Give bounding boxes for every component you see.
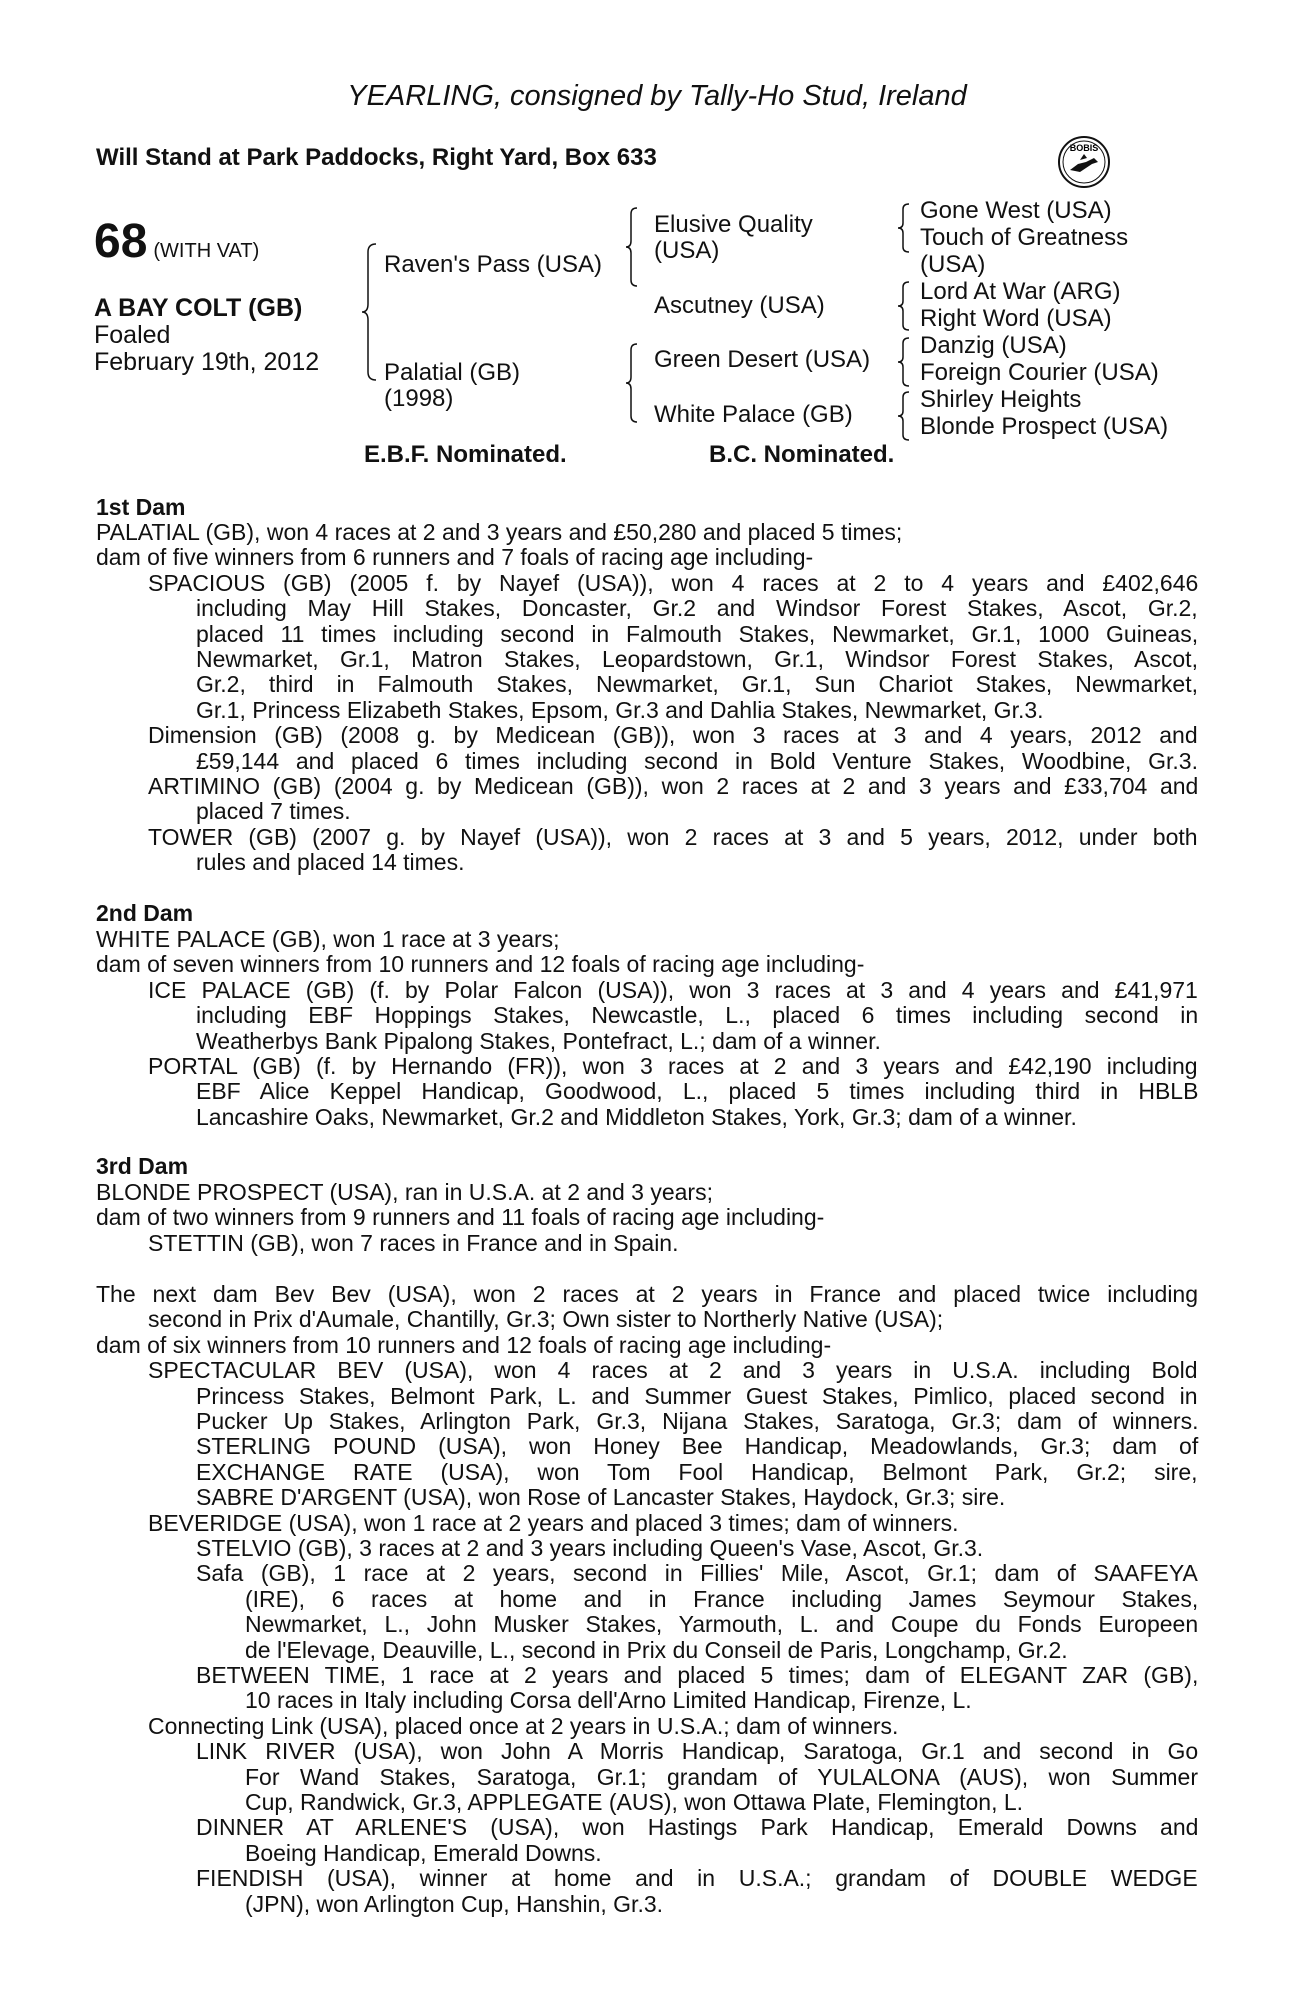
first-dam-line: Newmarket, Gr.1, Matron Stakes, Leopardstown, Gr.1, Windsor Forest Stakes, Ascot,	[196, 646, 1198, 672]
pedigree-gen3-2: Touch of Greatness	[920, 224, 1129, 251]
first-dam-line: TOWER (GB) (2007 g. by Nayef (USA)), won 2 races at 3 and 5 years, 2012, under both	[148, 823, 1198, 850]
bobis-logo-icon	[1056, 134, 1112, 190]
first-dam-line: PALATIAL (GB), won 4 races at 2 and 3 years and £50,280 and placed 5 times;	[96, 519, 903, 545]
third-dam-line: STETTIN (GB), won 7 races in France and in Spain.	[148, 1229, 679, 1256]
next-dam-line: Newmarket, L., John Musker Stakes, Yarmouth, L. and Coupe du Fonds Europeen	[245, 1611, 1199, 1638]
second-dam-line: ICE PALACE (GB) (f. by Polar Falcon (USA)), won 3 races at 3 and 4 years and £41,971	[148, 976, 1198, 1003]
second-dam-line: EBF Alice Keppel Handicap, Goodwood, L., placed 5 times including third in HBLB	[196, 1078, 1199, 1105]
next-dam-line: Cup, Randwick, Gr.3, APPLEGATE (AUS), won Ottawa Plate, Flemington, L.	[245, 1789, 1024, 1815]
first-dam-line: £59,144 and placed 6 times including second in Bold Venture Stakes, Woodbine, Gr.3.	[196, 747, 1198, 774]
vat-label: (WITH VAT)	[153, 240, 260, 262]
first-dam-line: ARTIMINO (GB) (2004 g. by Medicean (GB)), won 2 races at 2 and 3 years and £33,704 and	[148, 773, 1199, 799]
first-dam-line: Dimension (GB) (2008 g. by Medicean (GB)), won 3 races at 3 and 4 years, 2012 and	[148, 722, 1198, 749]
first-dam-line: including May Hill Stakes, Doncaster, Gr.2 and Windsor Forest Stakes, Ascot, Gr.2,	[196, 595, 1198, 622]
pedigree-gen3-7: Shirley Heights	[920, 386, 1082, 413]
next-dam-line: Safa (GB), 1 race at 2 years, second in Fillies' Mile, Ascot, Gr.1; dam of SAAFEYA	[196, 1560, 1198, 1587]
pedigree-gen3-3: Lord At War (ARG)	[920, 278, 1121, 305]
next-dam-line: STERLING POUND (USA), won Honey Bee Handicap, Meadowlands, Gr.3; dam of	[196, 1433, 1199, 1460]
second-dam-heading: 2nd Dam	[96, 900, 194, 926]
next-dam-line: Connecting Link (USA), placed once at 2 years in U.S.A.; dam of winners.	[148, 1712, 899, 1739]
second-dam-line: Weatherbys Bank Pipalong Stakes, Pontefract, L.; dam of a winner.	[196, 1027, 881, 1054]
second-dam-line: Lancashire Oaks, Newmarket, Gr.2 and Middleton Stakes, York, Gr.3; dam of a winner.	[196, 1103, 1077, 1130]
horse-description: A BAY COLT (GB)	[94, 294, 303, 322]
bc-nominated: B.C. Nominated.	[709, 441, 895, 468]
pedigree-dam-year: (1998)	[384, 385, 454, 412]
next-dam-line: Boeing Handicap, Emerald Downs.	[245, 1839, 602, 1866]
pedigree-dam-sire: Green Desert (USA)	[654, 346, 871, 373]
first-dam-line: Gr.2, third in Falmouth Stakes, Newmarket, Gr.1, Sun Chariot Stakes, Newmarket,	[196, 671, 1198, 698]
next-dam-line: Princess Stakes, Belmont Park, L. and Summer Guest Stakes, Pimlico, placed second in	[196, 1382, 1198, 1409]
pedigree-dam: Palatial (GB)	[384, 359, 521, 386]
next-dam-line: STELVIO (GB), 3 races at 2 and 3 years including Queen's Vase, Ascot, Gr.3.	[196, 1535, 984, 1561]
next-dam-line: second in Prix d'Aumale, Chantilly, Gr.3; Own sister to Northerly Native (USA);	[148, 1306, 944, 1333]
ebf-nominated: E.B.F. Nominated.	[364, 441, 567, 468]
first-dam-line: Gr.1, Princess Elizabeth Stakes, Epsom, Gr.3 and Dahlia Stakes, Newmarket, Gr.3.	[196, 696, 1044, 723]
pedigree-gen3-8: Blonde Prospect (USA)	[920, 413, 1169, 440]
pedigree-dam-dam: White Palace (GB)	[654, 401, 853, 428]
pedigree-brace-main-icon	[360, 242, 380, 382]
foaled-label: Foaled	[94, 321, 171, 349]
pedigree-brace-1-icon	[896, 202, 912, 254]
third-dam-line: BLONDE PROSPECT (USA), ran in U.S.A. at 2 and 3 years;	[96, 1179, 713, 1205]
second-dam-line: dam of seven winners from 10 runners and 12 foals of racing age including-	[96, 951, 865, 978]
next-dam-line: EXCHANGE RATE (USA), won Tom Fool Handicap, Belmont Park, Gr.2; sire,	[196, 1458, 1198, 1485]
pedigree-brace-4-icon	[896, 390, 912, 442]
lot-number: 68	[94, 215, 148, 268]
next-dam-line: dam of six winners from 10 runners and 12 foals of racing age including-	[96, 1331, 832, 1358]
pedigree-gen3-4: Right Word (USA)	[920, 305, 1112, 332]
pedigree-gen3-1: Gone West (USA)	[920, 197, 1112, 224]
pedigree-sire-sire-country: (USA)	[654, 237, 720, 264]
first-dam-line: placed 11 times including second in Falmouth Stakes, Newmarket, Gr.1, 1000 Guineas,	[196, 620, 1199, 647]
first-dam-heading: 1st Dam	[96, 494, 186, 520]
next-dam-line: Pucker Up Stakes, Arlington Park, Gr.3, Nijana Stakes, Saratoga, Gr.3; dam of winners.	[196, 1408, 1199, 1434]
next-dam-line: BEVERIDGE (USA), won 1 race at 2 years and placed 3 times; dam of winners.	[148, 1509, 959, 1536]
pedigree-sire: Raven's Pass (USA)	[384, 251, 602, 278]
next-dam-line: (JPN), won Arlington Cup, Hanshin, Gr.3.	[245, 1890, 664, 1917]
pedigree-gen3-6: Foreign Courier (USA)	[920, 359, 1159, 386]
next-dam-line: The next dam Bev Bev (USA), won 2 races at 2 years in France and placed twice including	[96, 1281, 1199, 1307]
pedigree-brace-3-icon	[896, 336, 912, 388]
first-dam-line: rules and placed 14 times.	[196, 849, 465, 876]
first-dam-line: SPACIOUS (GB) (2005 f. by Nayef (USA)), won 4 races at 2 to 4 years and £402,646	[148, 569, 1199, 596]
next-dam-line: (IRE), 6 races at home and in France including James Seymour Stakes,	[245, 1585, 1199, 1612]
first-dam-line: dam of five winners from 6 runners and 7 foals of racing age including-	[96, 544, 814, 571]
stand-location: Will Stand at Park Paddocks, Right Yard, Box 633	[96, 144, 657, 171]
next-dam-line: LINK RIVER (USA), won John A Morris Handicap, Saratoga, Gr.1 and second in Go	[196, 1738, 1199, 1765]
pedigree-gen3-2b: (USA)	[920, 251, 986, 278]
third-dam-line: dam of two winners from 9 runners and 11 foals of racing age including-	[96, 1204, 825, 1231]
second-dam-line: including EBF Hoppings Stakes, Newcastle, L., placed 6 times including second in	[196, 1002, 1199, 1029]
foaled-date: February 19th, 2012	[94, 348, 320, 376]
pedigree-brace-dam-icon	[624, 342, 640, 424]
second-dam-line: PORTAL (GB) (f. by Hernando (FR)), won 3 races at 2 and 3 years and £42,190 including	[148, 1053, 1198, 1079]
pedigree-brace-sire-icon	[624, 206, 640, 288]
page-title: YEARLING, consigned by Tally-Ho Stud, Ireland	[347, 80, 967, 112]
third-dam-heading: 3rd Dam	[96, 1153, 189, 1179]
next-dam-line: 10 races in Italy including Corsa dell'Arno Limited Handicap, Firenze, L.	[245, 1687, 972, 1714]
lot-number-block	[94, 214, 259, 269]
logo-text: BOBIS	[1069, 143, 1099, 153]
pedigree-gen3-5: Danzig (USA)	[920, 332, 1067, 359]
pedigree-sire-dam: Ascutney (USA)	[654, 292, 825, 319]
next-dam-line: BETWEEN TIME, 1 race at 2 years and placed 5 times; dam of ELEGANT ZAR (GB),	[196, 1662, 1199, 1688]
pedigree-brace-2-icon	[896, 280, 912, 332]
next-dam-line: For Wand Stakes, Saratoga, Gr.1; grandam of YULALONA (AUS), won Summer	[245, 1763, 1199, 1790]
next-dam-line: DINNER AT ARLENE'S (USA), won Hastings Park Handicap, Emerald Downs and	[196, 1814, 1199, 1841]
first-dam-line: placed 7 times.	[196, 798, 351, 825]
pedigree-sire-sire: Elusive Quality	[654, 211, 813, 238]
second-dam-line: WHITE PALACE (GB), won 1 race at 3 years;	[96, 926, 560, 952]
next-dam-line: de l'Elevage, Deauville, L., second in Prix du Conseil de Paris, Longchamp, Gr.2.	[245, 1636, 1068, 1663]
next-dam-line: FIENDISH (USA), winner at home and in U.S.A.; grandam of DOUBLE WEDGE	[196, 1865, 1198, 1892]
next-dam-line: SABRE D'ARGENT (USA), won Rose of Lancaster Stakes, Haydock, Gr.3; sire.	[196, 1484, 1006, 1511]
next-dam-line: SPECTACULAR BEV (USA), won 4 races at 2 and 3 years in U.S.A. including Bold	[148, 1357, 1198, 1384]
